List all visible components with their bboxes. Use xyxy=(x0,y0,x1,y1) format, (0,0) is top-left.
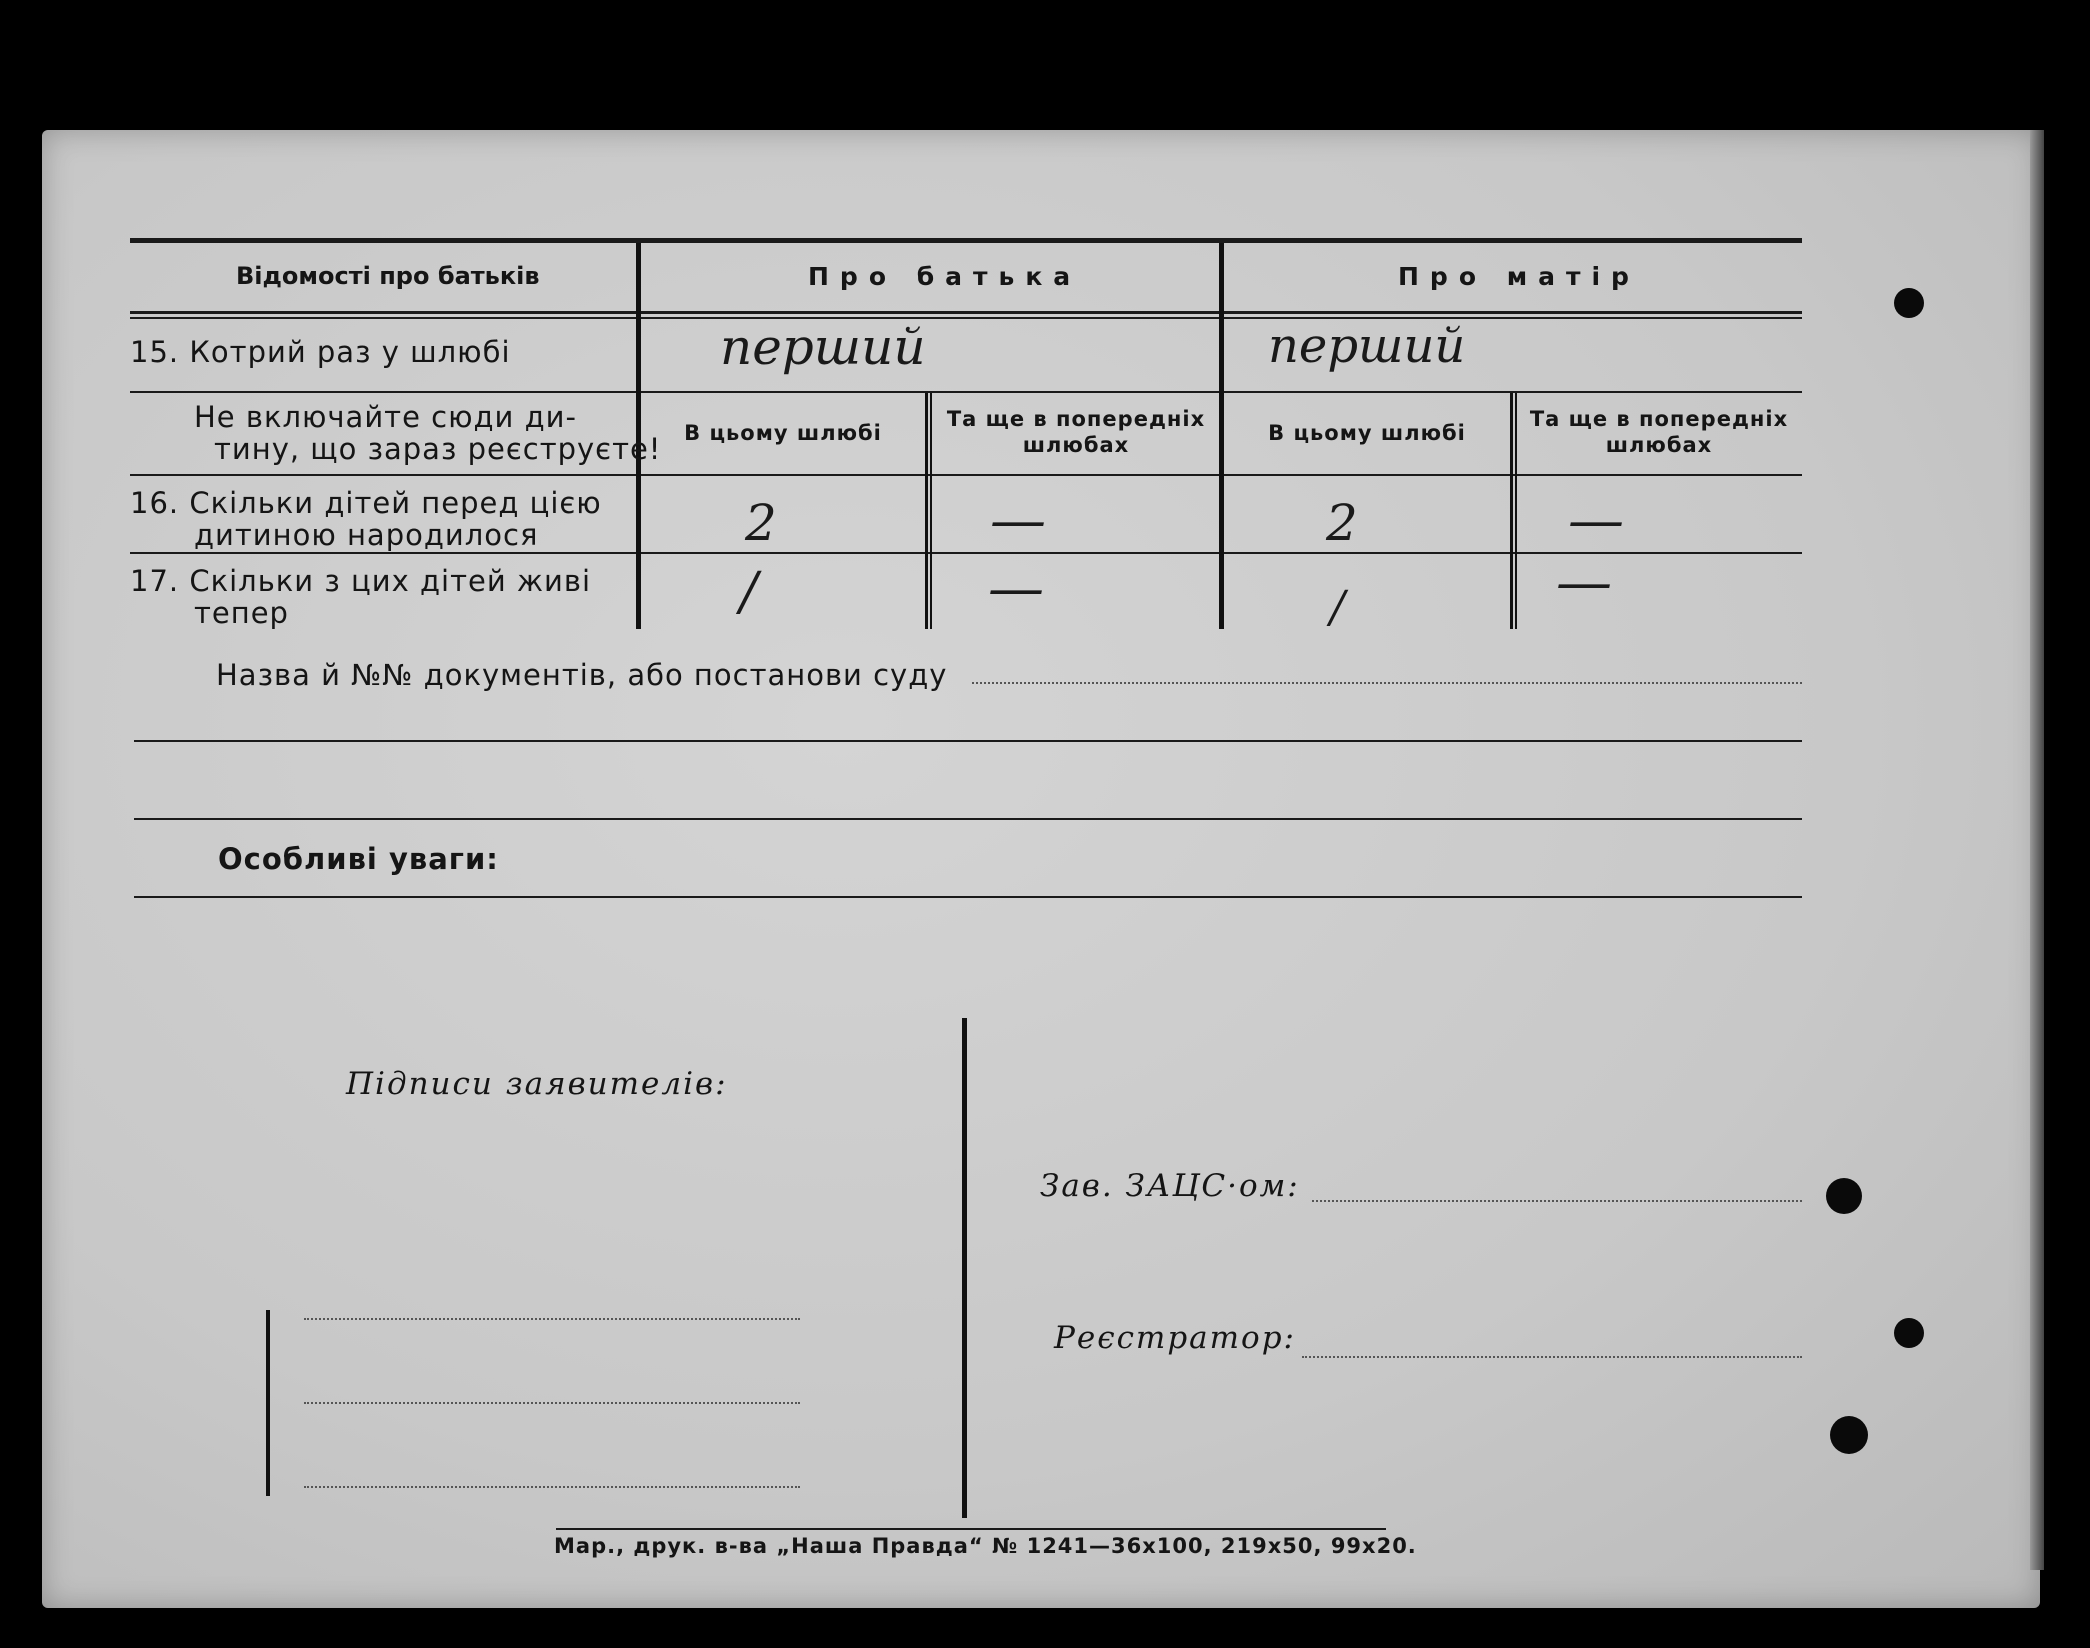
row16-mother-this-value: 2 xyxy=(1326,494,1358,552)
header-bottom-rule xyxy=(130,311,1802,314)
punch-hole xyxy=(1894,1318,1924,1348)
table-subcol-divider xyxy=(925,393,928,629)
zags-head-label: Зав. ЗАЦС·ом: xyxy=(1040,1168,1300,1204)
row16-father-this-value: 2 xyxy=(745,494,777,552)
remarks-line xyxy=(134,896,1802,898)
punch-hole xyxy=(1894,288,1924,318)
column-header-mother: Про матір xyxy=(1398,262,1640,291)
father-prev-marriages-header-line1: Та ще в попередніх xyxy=(946,407,1206,431)
punch-hole xyxy=(1830,1416,1868,1454)
mother-this-marriage-header: В цьому шлюбі xyxy=(1268,421,1466,445)
exclusion-note-line2: тину, що зараз реєструєте! xyxy=(214,432,662,466)
subheader-bottom-rule xyxy=(130,474,1802,476)
signature-line-3 xyxy=(304,1486,800,1488)
sheet-edge xyxy=(2030,130,2044,1570)
documents-line-3 xyxy=(134,818,1802,820)
row17-father-this-value: / xyxy=(740,562,758,622)
punch-hole xyxy=(1826,1178,1862,1214)
signature-divider xyxy=(962,1018,967,1518)
mother-prev-marriages-header-line1: Та ще в попередніх xyxy=(1529,407,1789,431)
row16-label-line1: 16. Скільки дітей перед цією xyxy=(130,486,602,520)
signature-line-1 xyxy=(304,1318,800,1320)
header-bottom-rule-2 xyxy=(130,317,1802,319)
documents-label: Назва й №№ документів, або постанови суду xyxy=(216,658,948,692)
row16-bottom-rule xyxy=(130,552,1802,554)
father-this-marriage-header: В цьому шлюбі xyxy=(684,421,882,445)
zags-head-dotted-line xyxy=(1312,1200,1802,1202)
row16-mother-prev-value: — xyxy=(1568,488,1624,553)
signatures-label: Підписи заявителів: xyxy=(346,1066,728,1102)
printer-imprint: Мар., друк. в-ва „Наша Правда“ № 1241—36х100, 219х50, 99х20. xyxy=(554,1534,1417,1558)
exclusion-note-line1: Не включайте сюди ди- xyxy=(194,400,577,434)
row17-label-line1: 17. Скільки з цих дітей живі xyxy=(130,564,592,598)
documents-dotted-line xyxy=(972,682,1802,684)
footer-rule xyxy=(556,1528,1386,1530)
remarks-label: Особливі уваги: xyxy=(218,842,499,876)
row15-bottom-rule xyxy=(130,391,1802,393)
row15-mother-value: перший xyxy=(1268,318,1466,374)
registrar-label: Реєстратор: xyxy=(1054,1320,1296,1356)
documents-line-2 xyxy=(134,740,1802,742)
signature-line-2 xyxy=(304,1402,800,1404)
row17-label-line2: тепер xyxy=(194,596,289,630)
signature-bracket xyxy=(266,1310,280,1496)
row16-father-prev-value: — xyxy=(990,488,1046,553)
row17-father-prev-value: — xyxy=(988,556,1044,621)
table-subcol-divider xyxy=(1510,393,1513,629)
row16-label-line2: дитиною народилося xyxy=(194,518,539,552)
registrar-dotted-line xyxy=(1302,1356,1802,1358)
row15-label: 15. Котрий раз у шлюбі xyxy=(130,335,511,369)
row17-mother-prev-value: — xyxy=(1556,550,1612,615)
column-header-parents-info: Відомості про батьків xyxy=(236,262,540,290)
row17-mother-this-value: / xyxy=(1330,582,1345,633)
table-top-rule xyxy=(130,238,1802,243)
column-header-father: Про батька xyxy=(808,262,1082,291)
row15-father-value: перший xyxy=(720,318,926,376)
mother-prev-marriages-header-line2: шлюбах xyxy=(1605,433,1713,457)
father-prev-marriages-header-line2: шлюбах xyxy=(1022,433,1130,457)
